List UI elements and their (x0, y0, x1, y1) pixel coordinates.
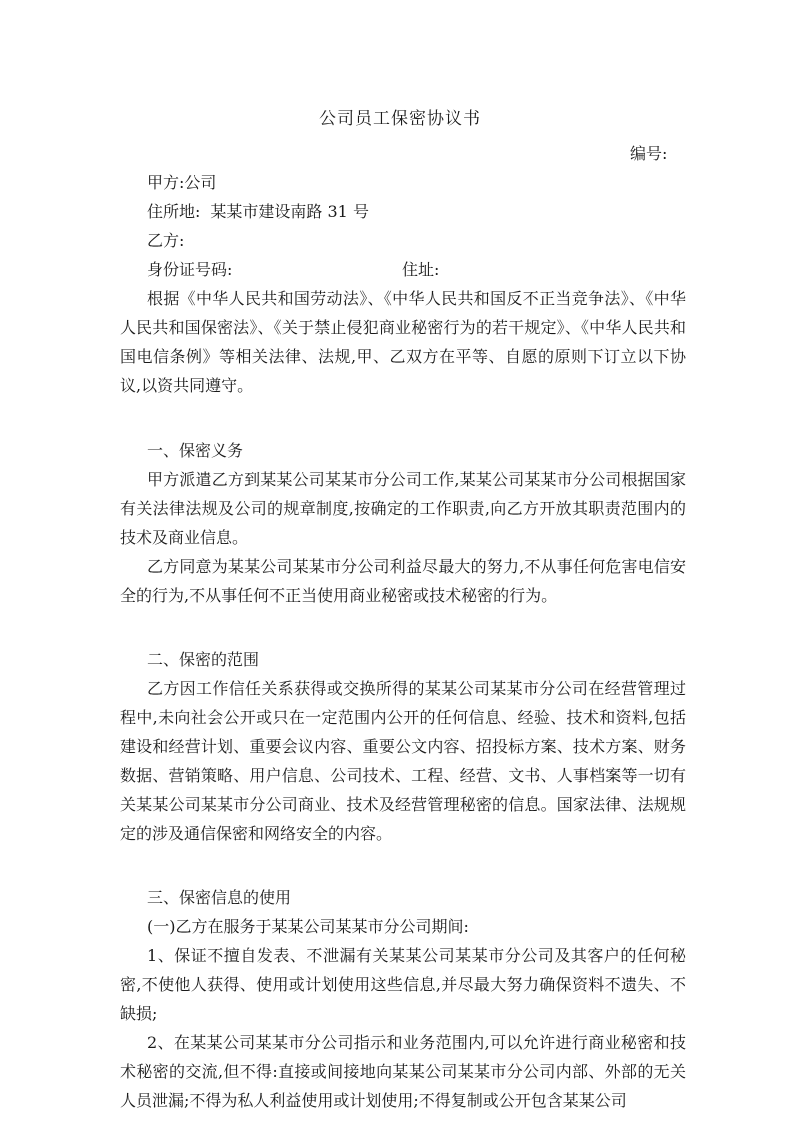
address-line (120, 197, 686, 226)
residence-label: 住址: (402, 260, 440, 279)
section-3-heading: 三、保密信息的使用 (147, 888, 292, 907)
address-value: 某某市建设南路 31 号 (210, 202, 369, 221)
section-3-subheading-1: (一)乙方在服务于某某公司某某市分公司期间: (147, 917, 469, 936)
section-2-heading: 二、保密的范围 (147, 650, 260, 669)
spacer (120, 400, 686, 436)
party-b-line: 乙方: (147, 231, 185, 250)
spacer (120, 610, 686, 645)
document-title: 公司员工保密协议书 (319, 109, 481, 129)
section-1-paragraph-2: 乙方同意为某某公司某某市分公司利益尽最大的努力,不从事任何危害电信安全的行为,不从事任何不正当使用商业秘密或技术秘密的行为。 (120, 557, 686, 605)
preamble-paragraph: 根据《中华人民共和国劳动法》、《中华人民共和国反不正当竞争法》、《中华人民共和国保密法》、《关于禁止侵犯商业秘密行为的若干规定》、《中华人民共和国电信条例》等相关法律、法规,甲、乙双方在平等、自愿的原则下订立以下协议,以资共同遵守。 (120, 289, 686, 395)
document-body (120, 168, 686, 1115)
section-1-paragraph-1: 甲方派遣乙方到某某公司某某市分公司工作,某某公司某某市分公司根据国家有关法律法规及公司的规章制度,按确定的工作职责,向乙方开放其职责范围内的技术及商业信息。 (120, 470, 686, 547)
id-number-label: 身份证号码: (147, 260, 233, 279)
section-3-item-1: 1、保证不擅自发表、不泄漏有关某某公司某某市分公司及其客户的任何秘密,不使他人获得、使用或计划使用这些信息,并尽最大努力确保资料不遗失、不缺损; (120, 946, 686, 1023)
section-1-heading: 一、保密义务 (147, 441, 244, 460)
id-residence-line (120, 255, 686, 284)
document-number-label: 编号: (630, 144, 668, 163)
section-2-paragraph-1: 乙方因工作信任关系获得或交换所得的某某公司某某市分公司在经营管理过程中,未向社会公开或只在一定范围内公开的任何信息、经验、技术和资料,包括建设和经营计划、重要会议内容、重要公文内容、招投标方案、技术方案、财务数据、营销策略、用户信息、公司技术、工程、经营、文书、人事档案等一切有关某某公司某某市分公司商业、技术及经营管理秘密的信息。国家法律、法规规定的涉及通信保密和网络安全的内容。 (120, 679, 686, 843)
section-3-item-2: 2、在某某公司某某市分公司指示和业务范围内,可以允许进行商业秘密和技术秘密的交流,但不得:直接或间接地向某某公司某某市分公司内部、外部的无关人员泄漏;不得为私人利益使用或计划使用;不得复制或公开包含某某公司 (120, 1033, 686, 1110)
spacer (120, 848, 686, 883)
address-label: 住所地: (147, 202, 201, 221)
party-a-line: 甲方:公司 (147, 173, 217, 192)
